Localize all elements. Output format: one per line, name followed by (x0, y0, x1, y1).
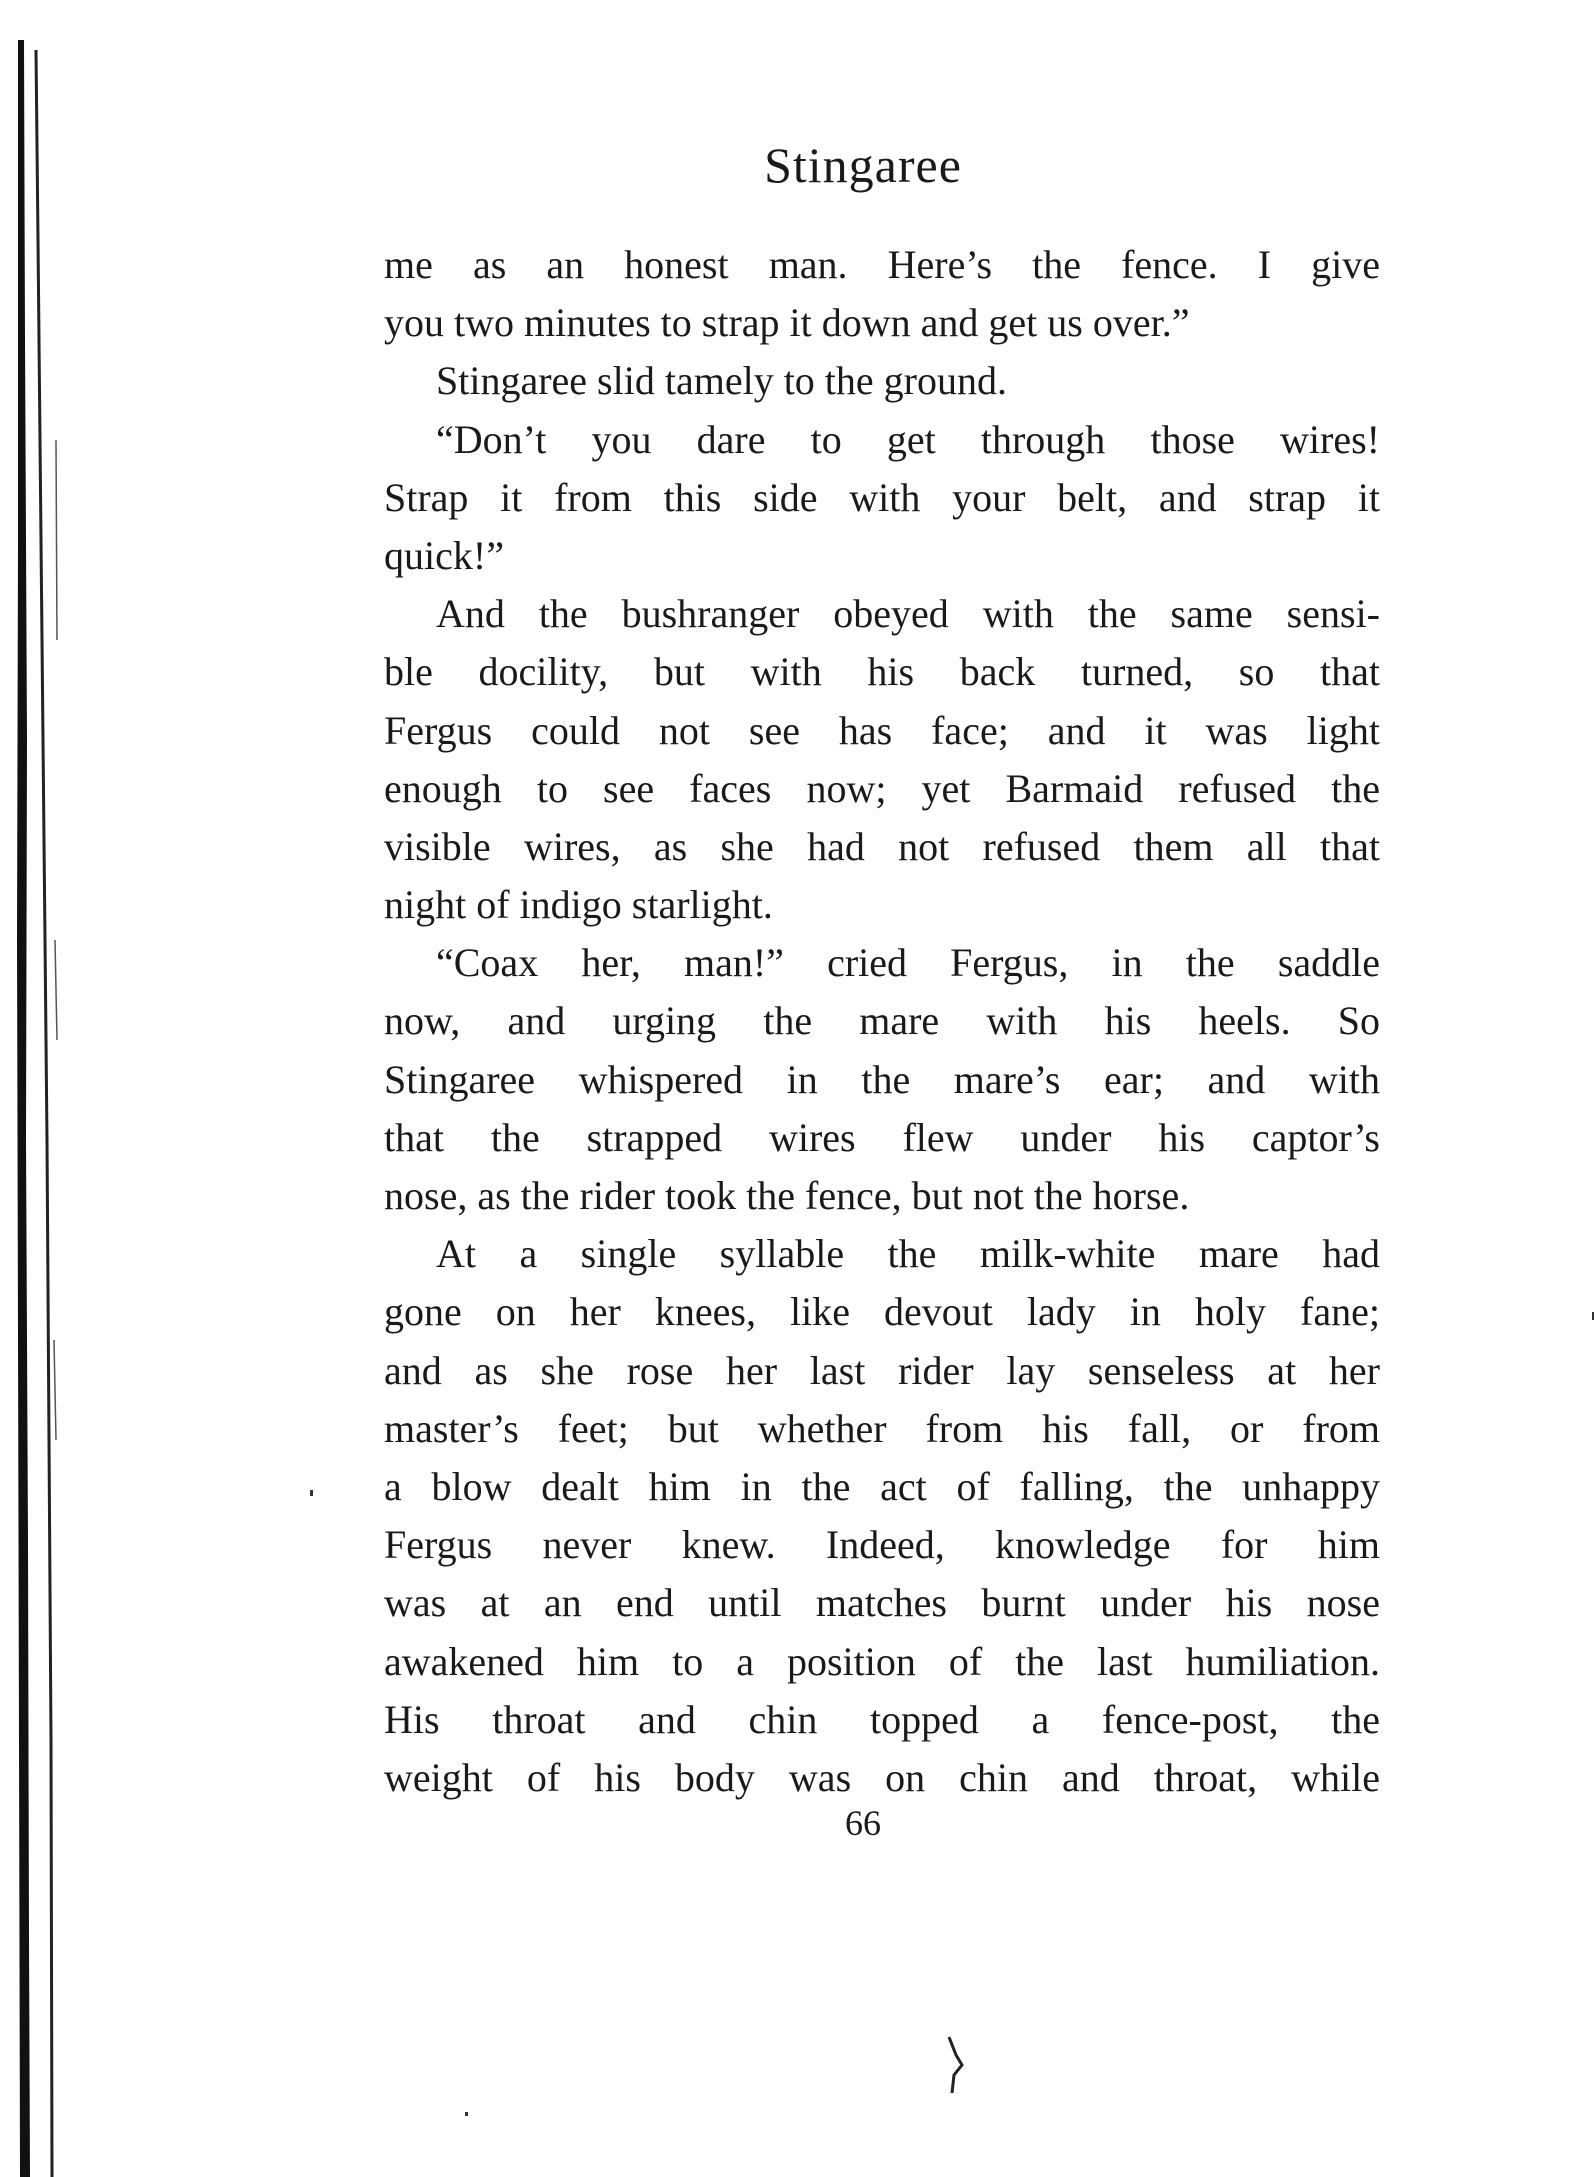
text-line: Stingaree whispered in the mare’s ear; and with (384, 1056, 1380, 1102)
text-line: you two minutes to strap it down and get us over.” (384, 300, 1190, 346)
text-line: At a single syllable the milk-white mare had (436, 1231, 1380, 1277)
text-line: gone on her knees, like devout lady in holy fane; (384, 1289, 1380, 1335)
scan-speck (465, 2112, 468, 2116)
text-line: enough to see faces now; yet Barmaid refused the (384, 765, 1380, 811)
text-line: ble docility, but with his back turned, so that (384, 649, 1380, 695)
text-line: weight of his body was on chin and throat, while (384, 1754, 1380, 1800)
text-line: “Don’t you dare to get through those wires! (436, 416, 1380, 462)
text-line: a blow dealt him in the act of falling, the unhappy (384, 1463, 1380, 1509)
text-line: quick!” (384, 532, 504, 578)
text-line: nose, as the rider took the fence, but not the horse. (384, 1173, 1190, 1218)
text-line: now, and urging the mare with his heels. So (384, 998, 1380, 1044)
text-line: His throat and chin topped a fence-post, the (384, 1696, 1380, 1742)
text-line: me as an honest man. Here’s the fence. I give (384, 242, 1380, 287)
running-head: Stingaree (764, 137, 962, 193)
text-line: And the bushranger obeyed with the same sensi- (436, 591, 1380, 637)
text-line: Fergus never knew. Indeed, knowledge for him (384, 1522, 1380, 1568)
text-line: was at an end until matches burnt under his nose (384, 1580, 1380, 1626)
text-line: visible wires, as she had not refused them all that (384, 823, 1380, 869)
text-line: and as she rose her last rider lay senseless at her (384, 1347, 1380, 1393)
text-line: that the strapped wires flew under his captor’s (384, 1114, 1380, 1160)
scan-speck (310, 1490, 313, 1496)
scan-mark (944, 2035, 968, 2095)
body-text (384, 236, 1380, 1807)
text-line: “Coax her, man!” cried Fergus, in the saddle (436, 940, 1380, 986)
page-number: 66 (845, 1803, 881, 1843)
text-line: night of indigo starlight. (384, 882, 773, 928)
text-line: Strap it from this side with your belt, and strap it (384, 474, 1380, 520)
text-line: Stingaree slid tamely to the ground. (436, 358, 1007, 404)
text-line: awakened him to a position of the last humiliation. (384, 1638, 1380, 1684)
binding-edge-shadow (14, 40, 60, 2177)
text-line: master’s feet; but whether from his fall, or from (384, 1405, 1380, 1451)
text-line: Fergus could not see has face; and it was light (384, 707, 1380, 753)
